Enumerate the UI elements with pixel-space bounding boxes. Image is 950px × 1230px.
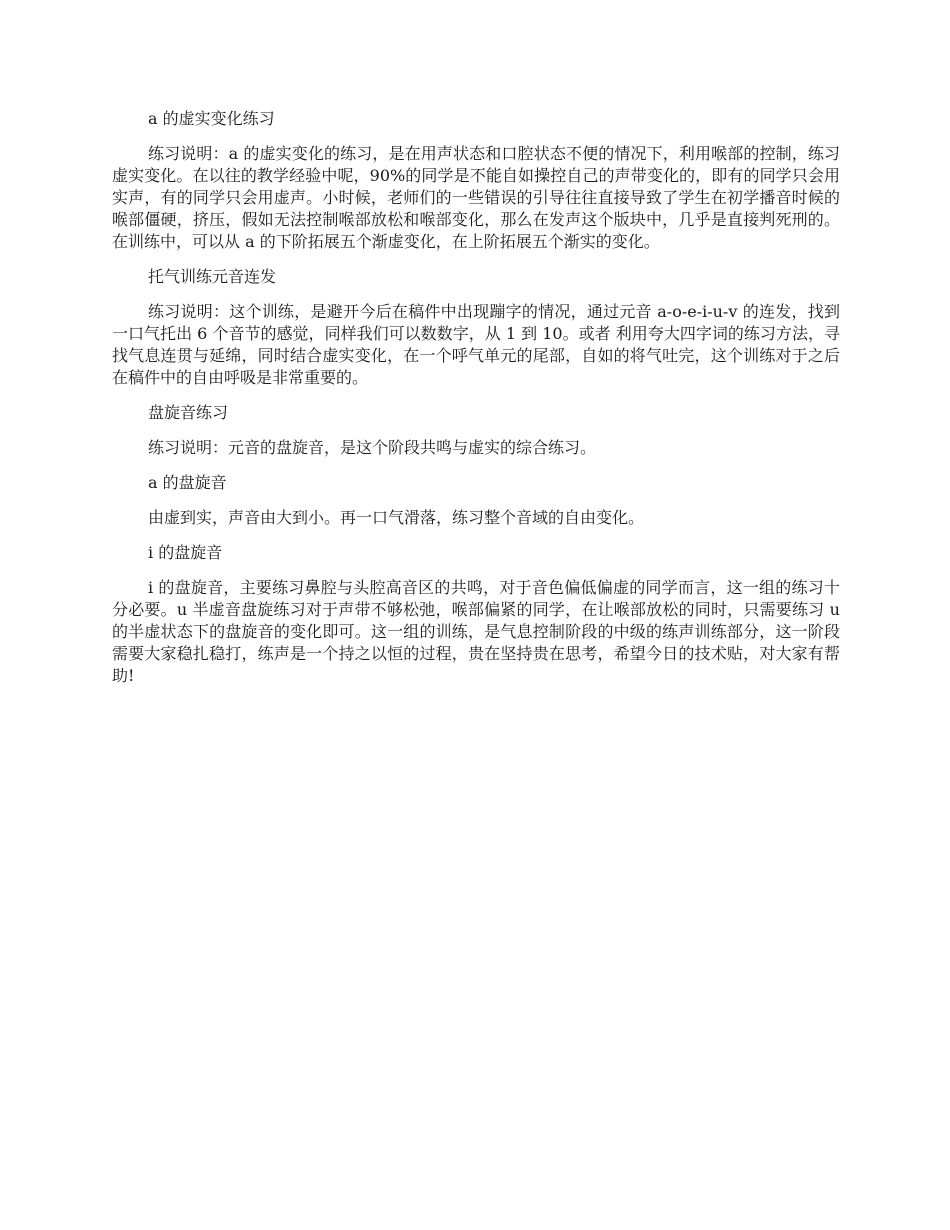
heading-i-spiral: i 的盘旋音 xyxy=(148,543,223,562)
heading-breath-vowel-series: 托气训练元音连发 xyxy=(148,267,277,286)
document-body xyxy=(112,108,840,700)
paragraph-a-spiral-description: 由虚到实，声音由大到小。再一口气滑落，练习整个音域的自由变化。 xyxy=(148,508,645,527)
paragraph-a-virtual-real-description: 练习说明：a 的虚实变化的练习，是在用声状态和口腔状态不便的情况下，利用喉部的控制，练习虚实变化。在以往的教学经验中呢，90%的同学是不能自如操控自己的声带变化的，即有的同学只会用实声，有的同学只会用虚声。小时候，老师们的一些错误的引导往往直接导致了学生在初学播音时候的喉部僵硬，挤压，假如无法控制喉部放松和喉部变化，那么在发声这个版块中，几乎是直接判死刑的。在训练中，可以从 a 的下阶拓展五个渐虚变化，在上阶拓展五个渐实的变化。 xyxy=(112,144,840,251)
paragraph-breath-vowel-description: 练习说明：这个训练，是避开今后在稿件中出现蹦字的情况，通过元音 a-o-e-i-u-v 的连发，找到一口气托出 6 个音节的感觉，同样我们可以数数字，从 1 到 10。或者 利用夸大四字词的练习方法，寻找气息连贯与延绵，同时结合虚实变化，在一个呼气单元的尾部，自如的将气吐完，这个训练对于之后在稿件中的自由呼吸是非常重要的。 xyxy=(112,302,840,387)
heading-a-virtual-real: a 的虚实变化练习 xyxy=(148,109,275,128)
heading-spiral-tone: 盘旋音练习 xyxy=(148,403,229,422)
paragraph-i-spiral-description: i 的盘旋音，主要练习鼻腔与头腔高音区的共鸣，对于音色偏低偏虚的同学而言，这一组的练习十分必要。u 半虚音盘旋练习对于声带不够松弛，喉部偏紧的同学，在让喉部放松的同时，只需要练习 u 的半虚状态下的盘旋音的变化即可。这一组的训练，是气息控制阶段的中级的练声训练部分，这一阶段需要大家稳扎稳打，练声是一个持之以恒的过程，贵在坚持贵在思考，希望今日的技术贴，对大家有帮助! xyxy=(112,578,840,685)
paragraph-spiral-tone-description: 练习说明：元音的盘旋音，是这个阶段共鸣与虚实的综合练习。 xyxy=(148,438,597,457)
heading-a-spiral: a 的盘旋音 xyxy=(148,473,227,492)
